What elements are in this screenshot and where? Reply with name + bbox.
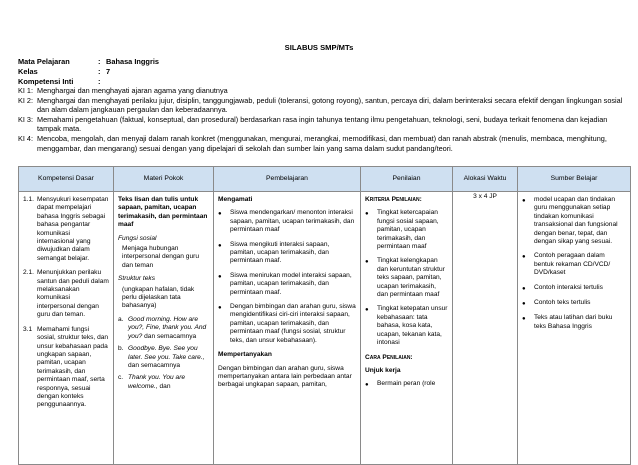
example-number: a. bbox=[118, 315, 124, 323]
kd-item bbox=[23, 269, 109, 319]
kd-item bbox=[23, 196, 109, 263]
pembelajaran-heading-2: Mempertanyakan bbox=[218, 351, 272, 359]
ki-item bbox=[18, 115, 630, 134]
kd-text: Mensyukuri kesempatan dapat mempelajari bahasa Inggris sebagai bahasa pengantar komunikasi internasional yang diwujudkan dalam semangat belajar. bbox=[37, 196, 109, 262]
sumber-text: Contoh teks tertulis bbox=[534, 299, 591, 307]
struktur-text: (ungkapan hafalan, tidak perlu dijelaskan tata bahasanya) bbox=[122, 285, 195, 310]
meta-value: Bahasa Inggris bbox=[106, 57, 159, 66]
list-item bbox=[365, 380, 448, 389]
bullet-icon: ● bbox=[365, 307, 369, 314]
cell-alokasi-waktu bbox=[453, 192, 518, 465]
pembelajaran-text: Siswa menirukan model interaksi sapaan, pamitan, ucapan terimakasih, dan permintaan maaf. bbox=[230, 271, 352, 296]
sumber-text: Teks atau latihan dari buku teks Bahasa Inggris bbox=[534, 314, 613, 330]
example-italic: Goodbye. Bye. See you later. See you. Take care., bbox=[128, 345, 205, 361]
bullet-icon: ● bbox=[218, 242, 222, 249]
header-alokasi-waktu: Alokasi Waktu bbox=[453, 167, 518, 192]
penilaian-text: Tingkat ketercapaian fungsi sosial sapaan, pamitan, ucapan terimakasih, dan permintaan maaf bbox=[377, 209, 439, 251]
penilaian-list bbox=[365, 209, 448, 347]
list-item bbox=[522, 299, 626, 308]
kd-number: 1.1. bbox=[23, 196, 34, 203]
kd-text: Memahami fungsi sosial, struktur teks, dan unsur kebahasaan pada ungkapan sapaan, pamitan, ucapan terimakasih, dan permintaan maaf, serta responnya, sesuai dengan konteks penggunaannya. bbox=[37, 325, 109, 409]
example-italic: Good morning. How are you?, Fine, thank you. And you? bbox=[128, 315, 207, 340]
page-title: SILABUS SMP/MTs bbox=[284, 43, 354, 52]
ki-text: Memahami pengetahuan (faktual, konseptual, dan prosedural) berdasarkan rasa ingin tahunya tentang ilmu pengetahuan, teknologi, seni, budaya terkait fenomena dan kejadian tampak mata. bbox=[37, 114, 608, 134]
alokasi-value: 3 x 4 JP bbox=[473, 193, 497, 200]
bullet-icon: ● bbox=[218, 273, 222, 280]
sumber-text: Contoh peragaan dalam bentuk rekaman CD/VCD/ DVD/kaset bbox=[534, 252, 611, 277]
meta-class: Kelas : 7 bbox=[18, 67, 111, 76]
list-item bbox=[365, 209, 448, 251]
list-item bbox=[522, 196, 626, 246]
list-item bbox=[218, 209, 356, 234]
ki-text: Menghargai dan menghayati perilaku jujur, disiplin, tanggungjawab, peduli (toleransi, gotong royong), santun, percaya diri, dalam berinteraksi secara efektif dengan lingkungan sosial dan alam dalam jangkauan pergaulan dan keberadaannya. bbox=[37, 95, 623, 115]
sumber-list bbox=[522, 196, 626, 331]
meta-label: Kelas bbox=[18, 67, 38, 76]
table-row bbox=[19, 192, 631, 465]
ki-code: KI 1: bbox=[18, 86, 34, 95]
list-item bbox=[118, 345, 209, 370]
pembelajaran-text: Siswa mengikuti interaksi sapaan, pamitan, ucapan terimakasih, dan permintaan maaf. bbox=[230, 240, 330, 265]
bullet-icon: ● bbox=[522, 198, 526, 204]
penilaian-text: Tingkat kelengkapan dan keruntutan struktur teks sapaan, pamitan, ucapan terimakasih, dan permintaan maaf bbox=[377, 257, 445, 299]
list-item bbox=[218, 241, 356, 266]
ki-item bbox=[18, 134, 630, 153]
pembelajaran-text-2: Dengan bimbingan dan arahan guru, siswa mempertanyakan antara lain perbedaan antar berbagai ungkapan sapaan, pamitan, bbox=[218, 364, 352, 389]
ki-text: Menghargai dan menghayati ajaran agama yang dianutnya bbox=[37, 86, 228, 95]
list-item bbox=[522, 314, 626, 331]
cell-sumber-belajar bbox=[518, 192, 631, 465]
kd-number: 2.1. bbox=[23, 269, 34, 277]
penilaian-heading: Kriteria Penilaian: bbox=[365, 196, 422, 203]
bullet-icon: ● bbox=[218, 305, 222, 312]
pembelajaran-list bbox=[218, 209, 356, 345]
list-item bbox=[118, 374, 209, 391]
ki-text: Mencoba, mengolah, dan menyaji dalam ranah konkret (menggunakan, mengurai, merangkai, memodifikasi, dan membuat) dan ranah abstrak (menulis, membaca, menghitung, menggambar, dan mengarang) sesuai dengan yang dipelajari di sekolah dan sumber lain yang sama dalam sudut pandang/teori. bbox=[37, 133, 607, 153]
example-rest: dan semacamnya bbox=[142, 332, 197, 340]
materi-examples bbox=[118, 316, 209, 391]
list-item bbox=[118, 316, 209, 341]
pembelajaran-text: Siswa mendengarkan/ menonton interaksi sapaan, pamitan, ucapan terimakasih, dan permintaan maaf bbox=[230, 209, 355, 234]
sumber-text: model ucapan dan tindakan guru menggunakan setiap tindakan komunikasi transaksional dan fungsional dengan benar, tepat, dan dengan sikap yang sesuai. bbox=[534, 196, 618, 246]
list-item bbox=[218, 272, 356, 297]
ki-list bbox=[18, 86, 630, 153]
ki-code: KI 4: bbox=[18, 133, 34, 143]
syllabus-table bbox=[18, 166, 631, 465]
meta-subject: Mata Pelajaran : Bahasa Inggris bbox=[18, 57, 159, 66]
header-materi-pokok: Materi Pokok bbox=[114, 167, 214, 192]
example-number: b. bbox=[118, 345, 124, 353]
ki-item bbox=[18, 86, 630, 96]
ki-code: KI 2: bbox=[18, 95, 34, 105]
cell-pembelajaran bbox=[214, 192, 361, 465]
bullet-icon: ● bbox=[522, 285, 526, 292]
header-penilaian: Penilaian bbox=[361, 167, 453, 192]
bullet-icon: ● bbox=[522, 316, 526, 323]
penilaian-heading-3: Unjuk kerja bbox=[365, 366, 401, 374]
sumber-text: Contoh interaksi tertulis bbox=[534, 283, 603, 291]
example-italic: Thank you. You are welcome., bbox=[128, 374, 186, 390]
fungsi-label: Fungsi sosial bbox=[118, 234, 157, 242]
bullet-icon: ● bbox=[365, 211, 369, 218]
list-item bbox=[522, 252, 626, 277]
cell-penilaian bbox=[361, 192, 453, 465]
meta-label: Kompetensi Inti bbox=[18, 77, 74, 86]
fungsi-text: Menjaga hubungan interpersonal dengan guru dan teman bbox=[122, 245, 199, 269]
list-item bbox=[522, 284, 626, 293]
table-header-row bbox=[19, 167, 631, 192]
cell-kompetensi-dasar bbox=[19, 192, 114, 465]
ki-item bbox=[18, 96, 630, 115]
list-item bbox=[365, 257, 448, 299]
header-kompetensi-dasar: Kompetensi Dasar bbox=[19, 167, 114, 192]
example-rest: dan semacamnya bbox=[128, 361, 181, 369]
penilaian-text: Bermain peran (role bbox=[377, 380, 436, 388]
example-rest: dan bbox=[157, 382, 171, 390]
cell-materi-pokok bbox=[114, 192, 214, 465]
bullet-icon: ● bbox=[218, 211, 222, 218]
list-item bbox=[365, 305, 448, 347]
materi-heading: Teks lisan dan tulis untuk sapaan, pamitan, ucapan terimakasih, dan permintaan maaf bbox=[118, 196, 208, 229]
bullet-icon: ● bbox=[522, 301, 526, 308]
kd-text: Menunjukkan perilaku santun dan peduli dalam melaksanakan komunikasi interpersonal dengan guru dan teman. bbox=[37, 269, 109, 319]
bullet-icon: ● bbox=[522, 254, 526, 261]
example-number: c. bbox=[118, 374, 124, 382]
penilaian-heading-2: Cara Penilaian: bbox=[365, 353, 413, 361]
penilaian-text: Tingkat ketepatan unsur kebahasaan: tata bahasa, kosa kata, ucapan, tekanan kata, intonasi bbox=[377, 305, 448, 347]
list-item bbox=[218, 303, 356, 345]
header-pembelajaran: Pembelajaran bbox=[214, 167, 361, 192]
struktur-label: Struktur teks bbox=[118, 275, 156, 283]
kd-item bbox=[23, 326, 109, 410]
meta-label: Mata Pelajaran bbox=[18, 57, 70, 66]
penilaian-list-2 bbox=[365, 380, 448, 389]
meta-core-competence: Kompetensi Inti : bbox=[18, 77, 101, 86]
bullet-icon: ● bbox=[365, 382, 369, 389]
ki-code: KI 3: bbox=[18, 114, 34, 124]
kd-number: 3.1 bbox=[23, 325, 33, 333]
pembelajaran-heading: Mengamati bbox=[218, 196, 253, 203]
header-sumber-belajar: Sumber Belajar bbox=[518, 167, 631, 192]
bullet-icon: ● bbox=[365, 259, 369, 266]
meta-value: 7 bbox=[106, 67, 111, 76]
pembelajaran-text: Dengan bimbingan dan arahan guru, siswa mengidentifikasi ciri-ciri interaksi sapaan, pamitan, ucapan terimakasih, dan permintaan maaf (fungsi sosial, struktur teks, dan unsur kebahasaan). bbox=[230, 303, 356, 344]
